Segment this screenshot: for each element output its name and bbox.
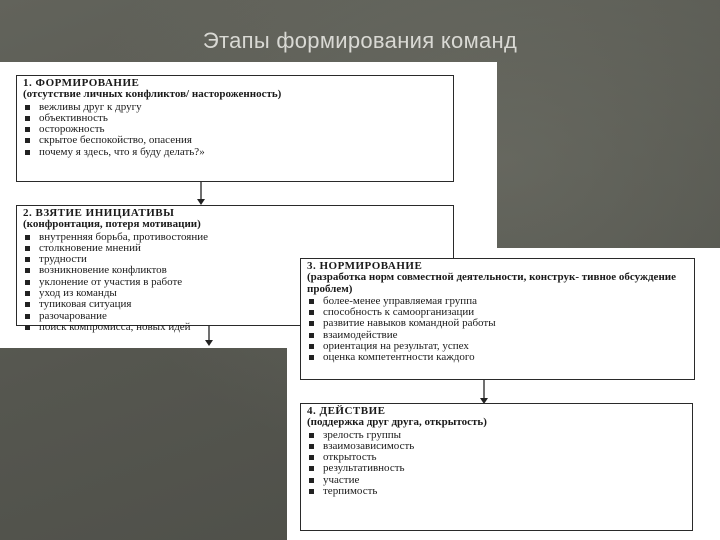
stage-4-box (300, 403, 693, 531)
list-item: взаимодействие (307, 330, 688, 341)
list-item: зрелость группы (307, 430, 686, 441)
stage-3-subheading: (разработка норм совместной деятельности, конструк- тивное обсуждение проблем) (307, 271, 676, 295)
list-item: развитие навыков командной работы (307, 318, 688, 329)
stage-2-heading: 2. ВЗЯТИЕ ИНИЦИАТИВЫ (23, 207, 175, 219)
list-item: терпимость (307, 486, 686, 497)
list-item: осторожность (23, 124, 447, 135)
stage-1-box (16, 75, 454, 182)
list-item: трудности (23, 254, 447, 265)
list-item: объективность (23, 113, 447, 124)
list-item: ориентация на результат, успех (307, 341, 688, 352)
list-item: тупиковая ситуация (23, 299, 447, 310)
stage-4-heading: 4. ДЕЙСТВИЕ (307, 405, 386, 417)
list-item: способность к самоорганизации (307, 307, 688, 318)
stage-4-list (307, 430, 686, 498)
list-item: уход из команды (23, 288, 447, 299)
list-item: результативность (307, 463, 686, 474)
list-item: разочарование (23, 311, 447, 322)
stage-1-list (23, 102, 447, 158)
list-item: взаимозависимость (307, 441, 686, 452)
list-item: столкновение мнений (23, 243, 447, 254)
stage-1-subheading: (отсутствие личных конфликтов/ настороженность) (23, 88, 282, 101)
stage-3-list (307, 296, 688, 364)
list-item: более-менее управляемая группа (307, 296, 688, 307)
list-item: открытость (307, 452, 686, 463)
stage-4-subheading: (поддержка друг друга, открытость) (307, 416, 487, 429)
stage-3-box (300, 258, 695, 380)
list-item: возникновение конфликтов (23, 265, 447, 276)
list-item: внутренняя борьба, противостояние (23, 232, 447, 243)
list-item: поиск компромисса, новых идей (23, 322, 447, 333)
list-item: почему я здесь, что я буду делать?» (23, 147, 447, 158)
stage-3-heading: 3. НОРМИРОВАНИЕ (307, 260, 423, 272)
stage-2-subheading: (конфронтация, потеря мотивации) (23, 218, 201, 231)
list-item: уклонение от участия в работе (23, 277, 447, 288)
list-item: оценка компетентности каждого (307, 352, 688, 363)
list-item: вежливы друг к другу (23, 102, 447, 113)
list-item: участие (307, 475, 686, 486)
stage-1-heading: 1. ФОРМИРОВАНИЕ (23, 77, 140, 89)
arrowhead-2-to-3 (205, 340, 213, 346)
slide-title: Этапы формирования команд (202, 28, 518, 53)
list-item: скрытое беспокойство, опасения (23, 135, 447, 146)
